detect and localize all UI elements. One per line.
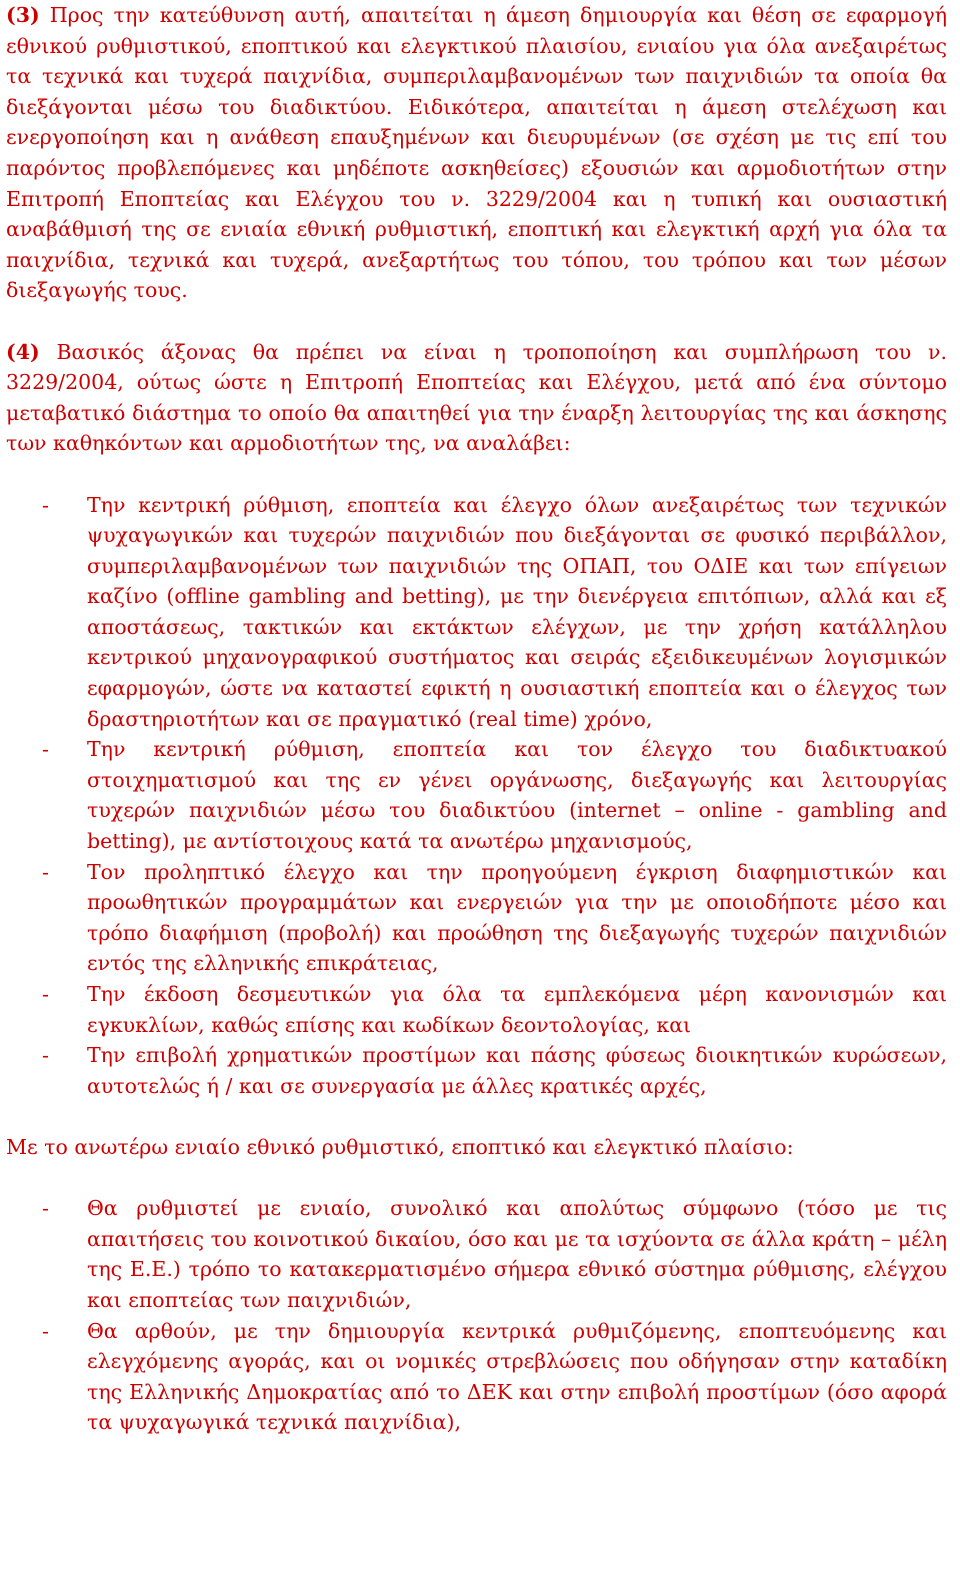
competences-list [6,490,947,1102]
paragraph-4 [6,337,947,459]
dash-marker: - [42,1318,49,1343]
list-item-text: Την έκδοση δεσμευτικών για όλα τα εμπλεκόμενα μέρη κανονισμών και εγκυκλίων, καθώς επίσης και κωδίκων δεοντολογίας, και [87,982,947,1037]
spacer [6,306,947,337]
list-item [6,1193,947,1315]
outcomes-list [6,1193,947,1438]
paragraph-text: Προς την κατεύθυνση αυτή, απαιτείται η άμεση δημιουργία και θέση σε εφαρμογή εθνικού ρυθμιστικού, εποπτικού και ελεγκτικού πλαισίου, ενιαίου για όλα ανεξαιρέτως τα τεχνικά και τυχερά παιχνίδια, συμπεριλαμβανομένων των παιχνιδιών τα οποία θα διεξάγονται μέσω του διαδικτύου. Ειδικότερα, απαιτείται η άμεση στελέχωση και ενεργοποίηση και η ανάθεση επαυξημένων και διευρυμένων (σε σχέση με τις επί του παρόντος προβλεπόμενες και μηδέποτε ασκηθείσες) εξουσιών και αρμοδιοτήτων στην Επιτροπή Εποπτείας και Ελέγχου του ν. 3229/2004 και η τυπική και ουσιαστική αναβάθμισή της σε ενιαία εθνική ρυθμιστική, εποπτική και ελεγκτική αρχή για όλα τα παιχνίδια, τεχνικά και τυχερά, ανεξαρτήτως του τόπου, του τρόπου και των μέσων διεξαγωγής τους. [6,3,947,303]
intro-paragraph: Με το ανωτέρω ενιαίο εθνικό ρυθμιστικό, εποπτικό και ελεγκτικό πλαίσιο: [6,1134,794,1159]
list-item-text: Την επιβολή χρηματικών προστίμων και πάσης φύσεως διοικητικών κυρώσεων, αυτοτελώς ή / και σε συνεργασία με άλλες κρατικές αρχές, [87,1043,947,1098]
list-item-text: Τον προληπτικό έλεγχο και την προηγούμενη έγκριση διαφημιστικών και προωθητικών προγραμμάτων και ενεργειών για την με οποιοδήποτε μέσο και τρόπο διαφήμιση (προβολή) και προώθηση της διεξαγωγής τυχερών παιχνιδιών εντός της ελληνικής επικράτειας, [87,859,947,976]
list-item [6,734,947,856]
list-item [6,857,947,979]
spacer [6,1101,947,1132]
document-body [6,0,947,1438]
list-item-text: Την κεντρική ρύθμιση, εποπτεία και έλεγχο όλων ανεξαιρέτως των τεχνικών ψυχαγωγικών και τυχερών παιχνιδιών που διεξάγονται σε φυσικό περιβάλλον, συμπεριλαμβανομένων των παιχνιδιών της ΟΠΑΠ, του ΟΔΙΕ και των επίγειων καζίνο (offline gambling and betting), με την διενέργεια επιτόπιων, αλλά και εξ αποστάσεως, τακτικών και εκτάκτων ελέγχων, με την χρήση κατάλληλου κεντρικού μηχανογραφικού συστήματος και σειράς εξειδικευμένων λογισμικών εφαρμογών, ώστε να καταστεί εφικτή η ουσιαστική εποπτεία και ο έλεγχος των δραστηριοτήτων και σε πραγματικό (real time) χρόνο, [87,492,947,731]
dash-marker: - [42,982,49,1006]
paragraph-number: (3) [6,3,40,27]
list-item-text: Θα αρθούν, με την δημιουργία κεντρικά ρυθμιζόμενης, εποπτευόμενης και ελεγχόμενης αγοράς, και οι νομικές στρεβλώσεις που οδήγησαν στην καταδίκη της Ελληνικής Δημοκρατίας από το ΔΕΚ και στην επιβολή προστίμων (όσο αφορά τα ψυχαγωγικά τεχνικά παιχνίδια), [87,1318,947,1435]
spacer [6,459,947,490]
list-item [6,979,947,1040]
dash-marker: - [42,1043,49,1068]
paragraph-3 [6,0,947,306]
spacer [6,1163,947,1194]
dash-marker: - [42,737,49,762]
list-item-text: Θα ρυθμιστεί με ενιαίο, συνολικό και απολύτως σύμφωνο (τόσο με τις απαιτήσεις του κοινοτικού δικαίου, όσο και με τα ισχύοντα σε άλλα κράτη – μέλη της Ε.Ε.) τρόπο το κατακερματισμένο σήμερα εθνικό σύστημα ρύθμισης, ελέγχου και εποπτείας των παιχνιδιών, [87,1196,947,1312]
paragraph-number: (4) [6,339,40,364]
list-item [6,490,947,735]
list-item [6,1040,947,1101]
dash-marker: - [42,492,49,517]
dash-marker: - [42,859,49,884]
list-item [6,1316,947,1438]
paragraph-text: Βασικός άξονας θα πρέπει να είναι η τροποποίηση και συμπλήρωση του ν. 3229/2004, ούτως ώστε η Επιτροπή Εποπτείας και Ελέγχου, μετά από ένα σύντομο μεταβατικό διάστημα το οποίο θα απαιτηθεί για την έναρξη λειτουργίας της και άσκησης των καθηκόντων και αρμοδιοτήτων της, να αναλάβει: [6,339,947,456]
dash-marker: - [42,1196,49,1221]
list-item-text: Την κεντρική ρύθμιση, εποπτεία και τον έλεγχο του διαδικτυακού στοιχηματισμού και της εν γένει οργάνωσης, διεξαγωγής και λειτουργίας τυχερών παιχνιδιών μέσω του διαδικτύου (internet – online - gambling and betting), με αντίστοιχους κατά τα ανωτέρω μηχανισμούς, [87,737,947,854]
